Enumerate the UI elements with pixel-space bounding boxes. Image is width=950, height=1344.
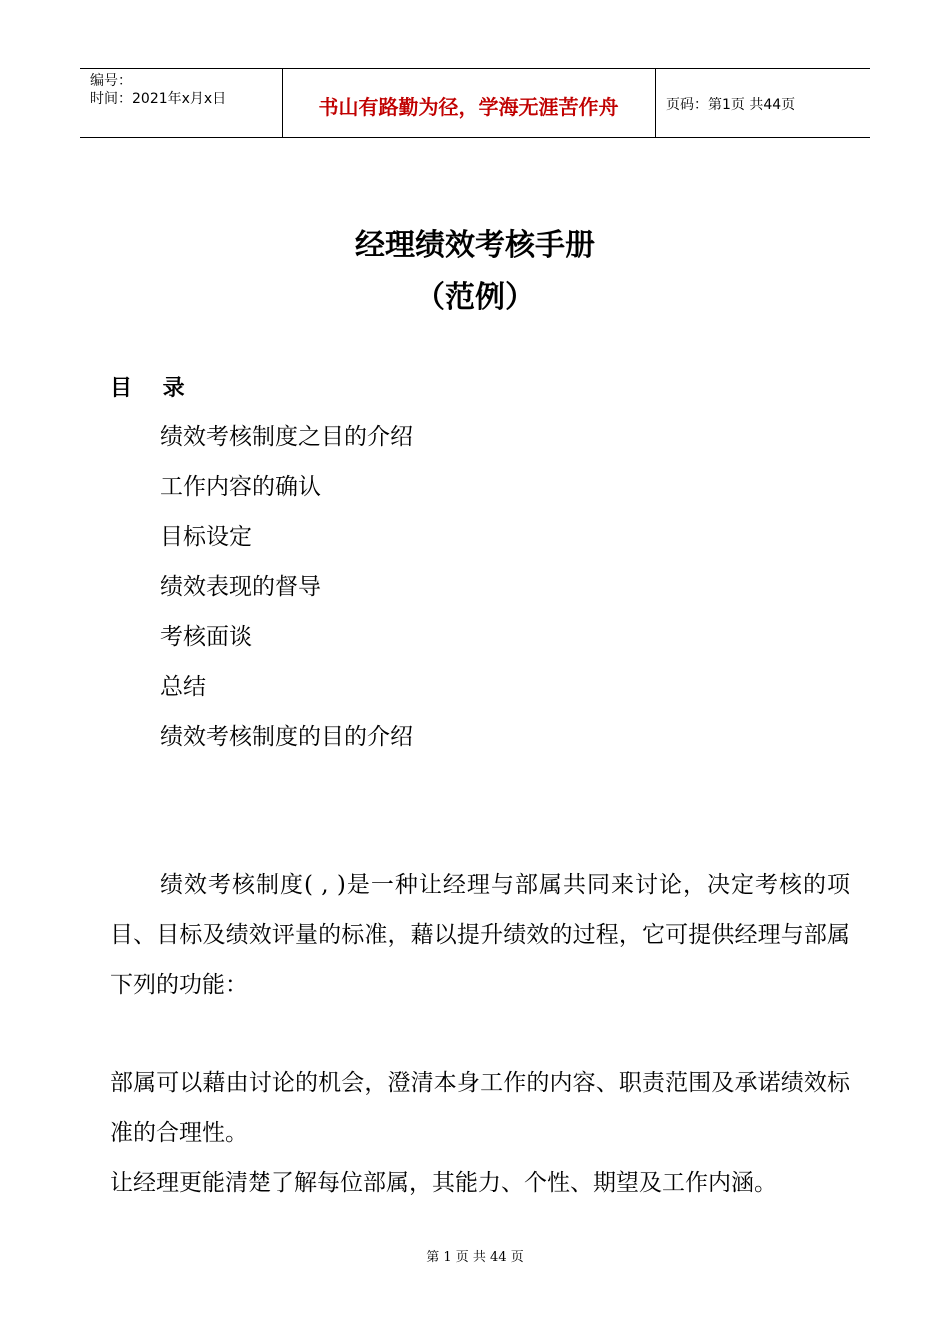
toc-item: 绩效考核制度之目的介绍 bbox=[160, 424, 413, 450]
header-motto: 书山有路勤为径，学海无涯苦作舟 bbox=[318, 95, 619, 119]
header-page-info: 页码：第1页 共44页 bbox=[666, 97, 796, 113]
document-subtitle: （范例） bbox=[415, 280, 535, 315]
body-paragraph: 部属可以藉由讨论的机会，澄清本身工作的内容、职责范围及承诺绩效标准的合理性。 bbox=[110, 1070, 850, 1146]
page-header bbox=[80, 68, 870, 138]
body-paragraph: 让经理更能清楚了解每位部属，其能力、个性、期望及工作内涵。 bbox=[110, 1170, 777, 1196]
header-motto-cell bbox=[282, 69, 656, 137]
header-info-cell bbox=[80, 69, 283, 137]
page-footer: 第 1 页 共 44 页 bbox=[426, 1250, 524, 1265]
body-paragraph-intro: 绩效考核制度( , )是一种让经理与部属共同来讨论，决定考核的项目、目标及绩效评量的标准，藉以提升绩效的过程，它可提供经理与部属下列的功能： bbox=[110, 872, 850, 998]
date-label: 时间：2021年x月x日 bbox=[90, 91, 227, 107]
toc-item: 目标设定 bbox=[160, 524, 252, 550]
toc-item: 工作内容的确认 bbox=[160, 474, 321, 500]
toc-item: 绩效表现的督导 bbox=[160, 574, 321, 600]
number-label: 编号： bbox=[90, 73, 132, 89]
toc-item: 总结 bbox=[160, 674, 206, 700]
toc-item: 考核面谈 bbox=[160, 624, 252, 650]
table-of-contents bbox=[160, 412, 413, 762]
toc-item: 绩效考核制度的目的介绍 bbox=[160, 724, 413, 750]
document-title: 经理绩效考核手册 bbox=[355, 228, 595, 263]
toc-heading: 目 录 bbox=[110, 376, 185, 401]
header-page-cell bbox=[656, 69, 870, 137]
